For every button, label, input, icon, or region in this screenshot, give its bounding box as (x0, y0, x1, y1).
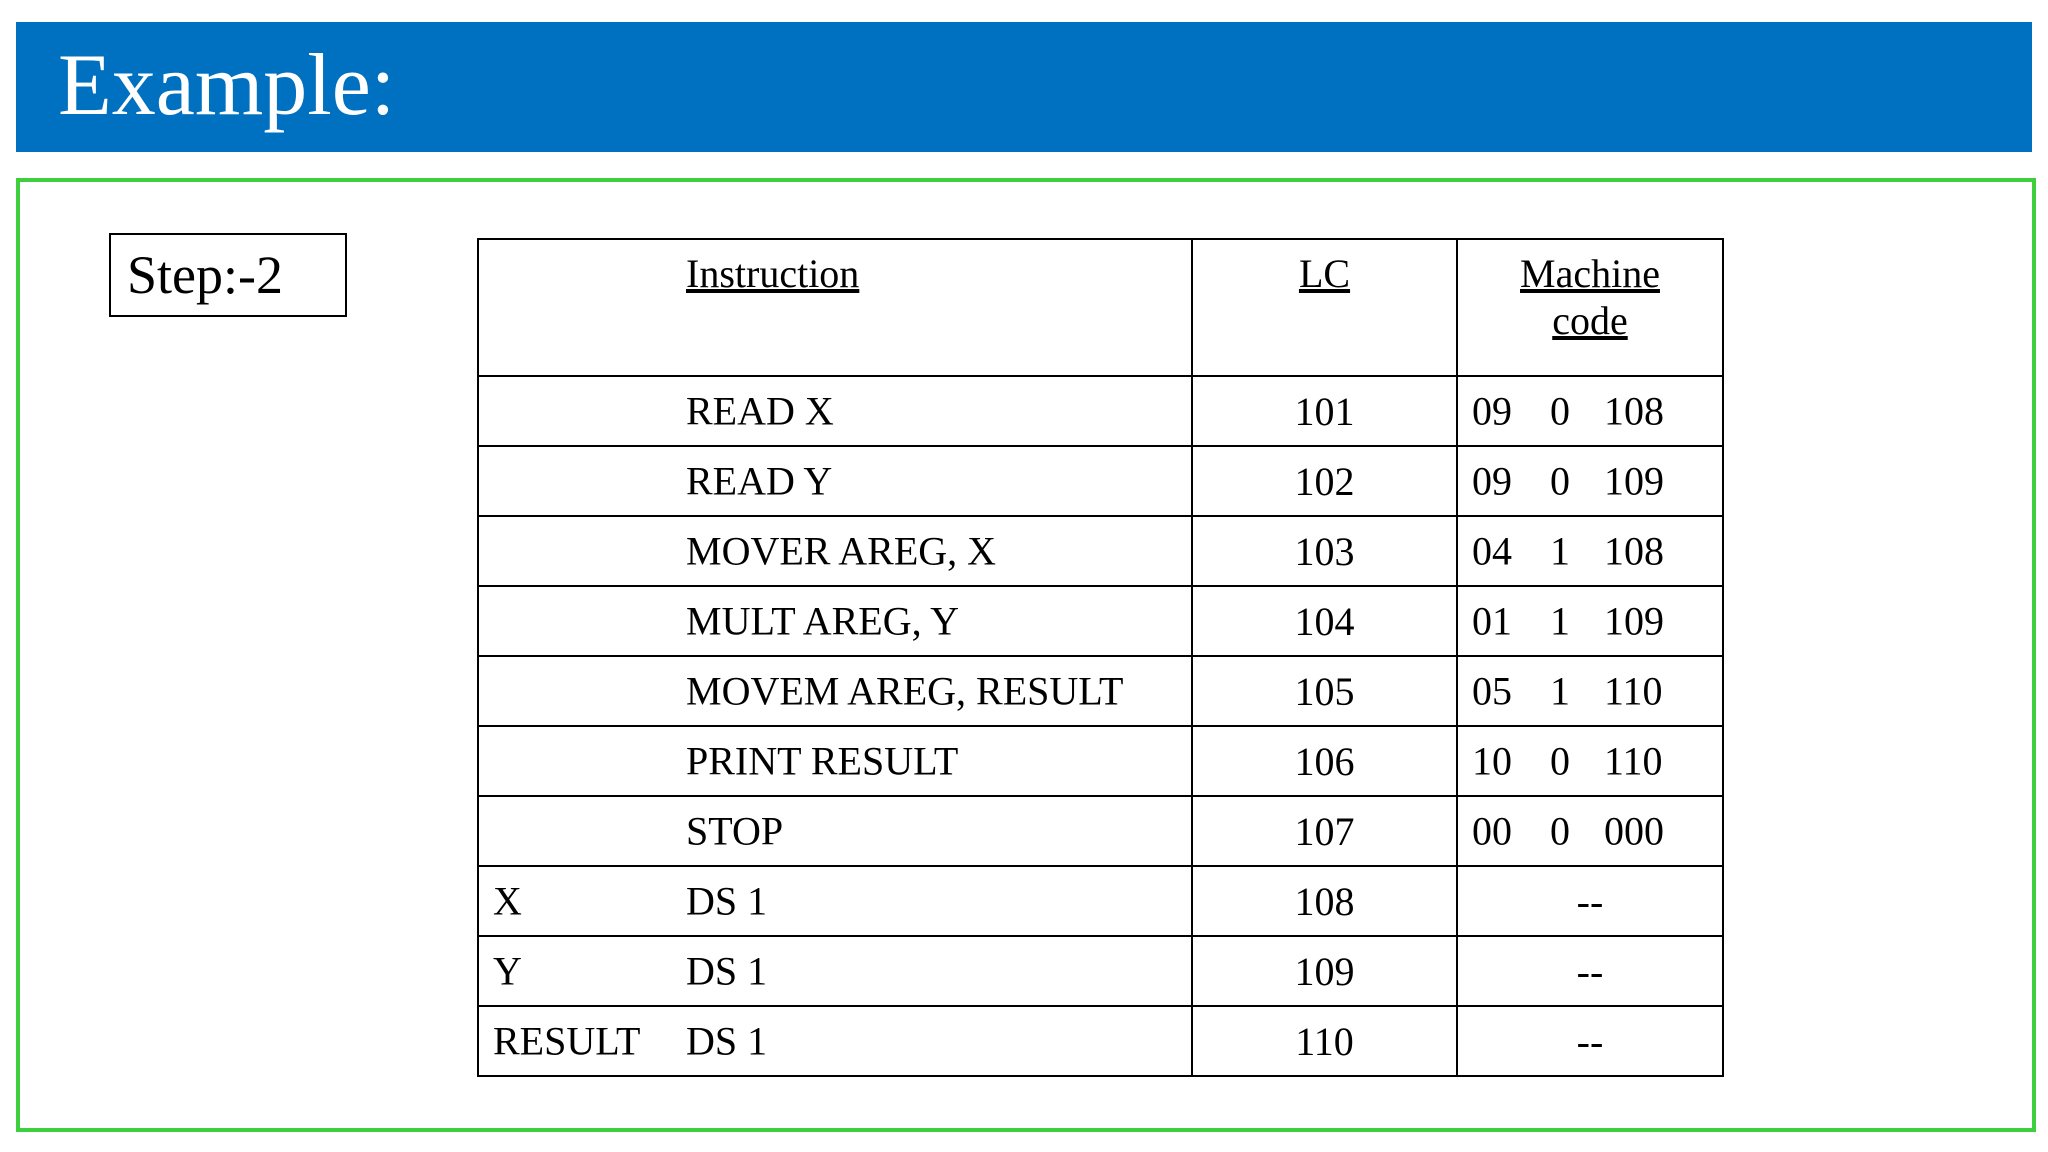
machine-code-cell (1457, 376, 1723, 446)
opcode-value: 05 (1472, 668, 1512, 714)
table-header-row (478, 239, 1723, 376)
address-value: 108 (1604, 528, 1664, 574)
register-value: 0 (1550, 458, 1570, 504)
instruction-text: DS 1 (686, 948, 768, 994)
header-machine-code-line2: code (1552, 298, 1628, 343)
address-value: 108 (1604, 388, 1664, 434)
machine-code-cell (1457, 586, 1723, 656)
header-machine-code-line1: Machine (1520, 251, 1660, 296)
header-instruction-label: Instruction (686, 251, 860, 296)
opcode-value: 00 (1472, 808, 1512, 854)
machine-code-cell (1457, 516, 1723, 586)
instruction-text: DS 1 (686, 878, 768, 924)
register-value: 1 (1550, 598, 1570, 644)
table-row (478, 446, 1723, 516)
table-row (478, 866, 1723, 936)
machine-code-cell (1457, 446, 1723, 516)
header-machine-code (1457, 239, 1723, 376)
register-value: 1 (1550, 668, 1570, 714)
table-row (478, 586, 1723, 656)
register-value: 0 (1550, 808, 1570, 854)
table-row (478, 1006, 1723, 1076)
opcode-value: 09 (1472, 458, 1512, 504)
page-title: Example: (58, 37, 396, 134)
symbol-label: RESULT (493, 1018, 641, 1064)
machine-code-cell: -- (1457, 936, 1723, 1006)
symbol-label: X (493, 878, 522, 924)
table-row (478, 936, 1723, 1006)
assembly-table (477, 238, 1724, 1077)
machine-code-cell (1457, 656, 1723, 726)
lc-cell: 110 (1192, 1006, 1457, 1076)
instruction-text: MOVEM AREG, RESULT (686, 668, 1124, 714)
register-value: 0 (1550, 388, 1570, 434)
symbol-label: Y (493, 948, 522, 994)
instruction-cell (478, 1006, 1192, 1076)
opcode-value: 04 (1472, 528, 1512, 574)
instruction-cell (478, 516, 1192, 586)
machine-code-cell (1457, 726, 1723, 796)
table-row (478, 726, 1723, 796)
instruction-cell (478, 726, 1192, 796)
instruction-text: MULT AREG, Y (686, 598, 960, 644)
lc-cell: 105 (1192, 656, 1457, 726)
lc-cell: 108 (1192, 866, 1457, 936)
address-value: 110 (1604, 738, 1663, 784)
lc-cell: 103 (1192, 516, 1457, 586)
opcode-value: 09 (1472, 388, 1512, 434)
instruction-text: PRINT RESULT (686, 738, 959, 784)
header-lc (1192, 239, 1457, 376)
header-instruction (478, 239, 1192, 376)
table-row (478, 516, 1723, 586)
address-value: 109 (1604, 458, 1664, 504)
lc-cell: 109 (1192, 936, 1457, 1006)
instruction-cell (478, 936, 1192, 1006)
lc-cell: 102 (1192, 446, 1457, 516)
instruction-text: READ X (686, 388, 834, 434)
instruction-text: STOP (686, 808, 784, 854)
opcode-value: 01 (1472, 598, 1512, 644)
header-lc-label: LC (1298, 251, 1351, 296)
instruction-text: READ Y (686, 458, 833, 504)
instruction-text: DS 1 (686, 1018, 768, 1064)
step-label: Step:-2 (109, 233, 347, 317)
instruction-cell (478, 796, 1192, 866)
table-row (478, 796, 1723, 866)
table-row (478, 656, 1723, 726)
address-value: 109 (1604, 598, 1664, 644)
instruction-cell (478, 586, 1192, 656)
instruction-cell (478, 866, 1192, 936)
lc-cell: 101 (1192, 376, 1457, 446)
table-row (478, 376, 1723, 446)
instruction-cell (478, 656, 1192, 726)
lc-cell: 104 (1192, 586, 1457, 656)
register-value: 1 (1550, 528, 1570, 574)
instruction-text: MOVER AREG, X (686, 528, 997, 574)
machine-code-cell: -- (1457, 866, 1723, 936)
machine-code-cell (1457, 796, 1723, 866)
opcode-value: 10 (1472, 738, 1512, 784)
address-value: 000 (1604, 808, 1664, 854)
register-value: 0 (1550, 738, 1570, 784)
lc-cell: 106 (1192, 726, 1457, 796)
instruction-cell (478, 446, 1192, 516)
title-bar (16, 22, 2032, 152)
machine-code-cell: -- (1457, 1006, 1723, 1076)
lc-cell: 107 (1192, 796, 1457, 866)
address-value: 110 (1604, 668, 1663, 714)
instruction-cell (478, 376, 1192, 446)
